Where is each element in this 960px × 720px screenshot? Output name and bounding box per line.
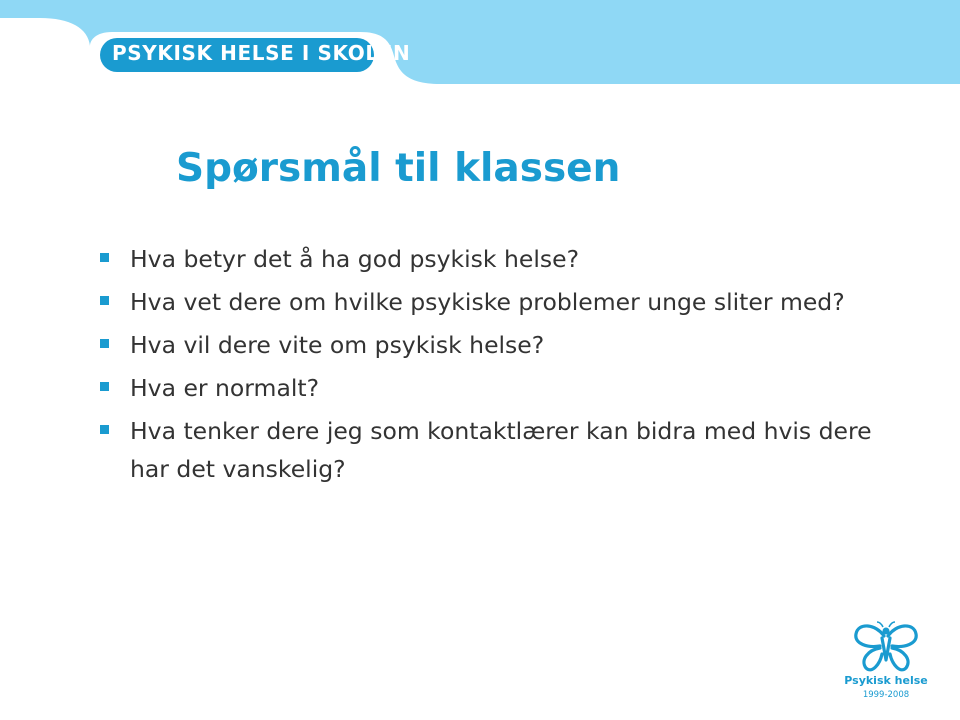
bullet-item [96, 369, 916, 407]
bullet-text: Hva tenker dere jeg som kontaktlærer kan bidra med hvis dere har det vanskelig? [130, 417, 872, 483]
bullet-item [96, 412, 916, 488]
bullet-item [96, 283, 916, 321]
bullet-square-icon [100, 296, 109, 305]
logo-years: 1999-2008 [862, 690, 910, 700]
bullet-square-icon [100, 339, 109, 348]
bullet-text: Hva betyr det å ha god psykisk helse? [130, 245, 580, 273]
slide-title: Spørsmål til klassen [176, 146, 621, 191]
bullet-text: Hva vet dere om hvilke psykiske problemer unge sliter med? [130, 288, 845, 316]
bullet-text: Hva er normalt? [130, 374, 320, 402]
logo-name: Psykisk helse [844, 674, 928, 687]
bullet-text: Hva vil dere vite om psykisk helse? [130, 331, 545, 359]
bullet-item [96, 326, 916, 364]
bullet-item [96, 240, 916, 278]
header-band [0, 0, 960, 100]
psykisk-helse-logo [844, 620, 928, 710]
butterfly-icon [844, 620, 928, 674]
bullet-square-icon [100, 425, 109, 434]
bullet-square-icon [100, 253, 109, 262]
header-label: PSYKISK HELSE I SKOLEN [112, 41, 411, 65]
bullet-list [96, 240, 916, 493]
bullet-square-icon [100, 382, 109, 391]
